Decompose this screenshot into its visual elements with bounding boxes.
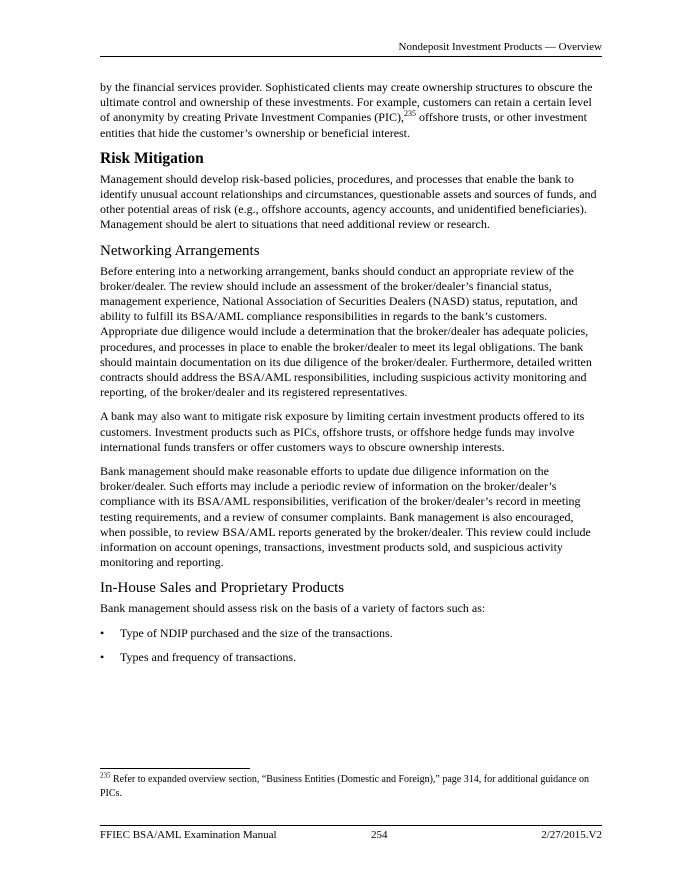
intro-text-continued: offshore trusts, or other investment entities that hide the customer’s ownership or beneficial interest. [100, 110, 588, 140]
intro-paragraph [100, 80, 602, 141]
footer-rule [100, 825, 602, 826]
bullet-icon: • [100, 625, 105, 640]
risk-mitigation-paragraph: Management should develop risk-based policies, procedures, and processes that enable the bank to identify unusual account relationships and circumstances, questionable assets and sources of funds, and other potential areas of risk (e.g., offshore accounts, agency accounts, and unidentified beneficiaries). Management should be alert to situations that need additional review or research. [100, 171, 597, 232]
risk-mitigation-heading: Risk Mitigation [100, 149, 204, 167]
list-item-text: Types and frequency of transactions. [120, 649, 297, 664]
intro-text: by the financial services provider. Sophisticated clients may create ownership structures to obscure the ultimate control and ownership of these investments. For example, customers can retain a certain level of anonymity by creating Private Investment Companies (PIC), [100, 80, 593, 125]
version-date: 2/27/2015.V2 [541, 829, 602, 841]
page-body [100, 80, 602, 674]
networking-paragraph: Bank management should make reasonable efforts to update due diligence information on the broker/dealer. Such efforts may include a periodic review of information on the broker/dealer’s compliance with its BSA/AML responsibilities, verification of the broker/dealer’s record in meeting testing requirements, and a review of consumer complaints. Bank management is also encouraged, when possible, to review BSA/AML reports generated by the broker/dealer. This review could include information on account openings, transactions, investment products sold, and suspicious activity monitoring and reporting. [100, 464, 591, 570]
footnote-reference[interactable]: 235 [403, 109, 416, 119]
factor-list [100, 626, 602, 665]
bullet-icon: • [100, 649, 105, 664]
networking-paragraph: A bank may also want to mitigate risk exposure by limiting certain investment products offered to its customers. Investment products such as PICs, offshore trusts, or offshore hedge funds may involve international funds transfers or offer customers ways to obscure ownership interests. [100, 409, 585, 454]
footnote-number: 235 [100, 771, 111, 780]
in-house-sales-heading: In-House Sales and Proprietary Products [100, 580, 345, 597]
footnote [100, 773, 602, 800]
networking-arrangements-heading: Networking Arrangements [100, 242, 260, 259]
list-item-text: Type of NDIP purchased and the size of the transactions. [120, 625, 393, 640]
networking-paragraph: Before entering into a networking arrangement, banks should conduct an appropriate review of the broker/dealer. The review should include an assessment of the broker/dealer’s financial status, management experience, National Association of Securities Dealers (NASD) status, reputation, and ability to fulfill its BSA/AML compliance responsibilities in regards to the bank’s customers. Appropriate due diligence would include a determination that the broker/dealer has adequate policies, procedures, and processes in place to enable the broker/dealer to meet its legal obligations. The bank should maintain documentation on its due diligence of the broker/dealer. Furthermore, detailed written contracts should address the BSA/AML responsibilities, including suspicious activity monitoring and reporting, of the broker/dealer and its registered representatives. [100, 263, 592, 400]
footnote-text: Refer to expanded overview section, “Business Entities (Domestic and Foreign),” page 314, for additional guidance on PICs. [100, 774, 589, 799]
page-number: 254 [371, 829, 388, 841]
in-house-paragraph: Bank management should assess risk on the basis of a variety of factors such as: [100, 601, 486, 616]
list-item [100, 650, 602, 665]
header-rule [100, 56, 602, 57]
manual-title: FFIEC BSA/AML Examination Manual [100, 829, 277, 841]
running-header: Nondeposit Investment Products — Overview [398, 41, 602, 53]
footnote-rule [100, 768, 250, 769]
list-item [100, 626, 602, 641]
